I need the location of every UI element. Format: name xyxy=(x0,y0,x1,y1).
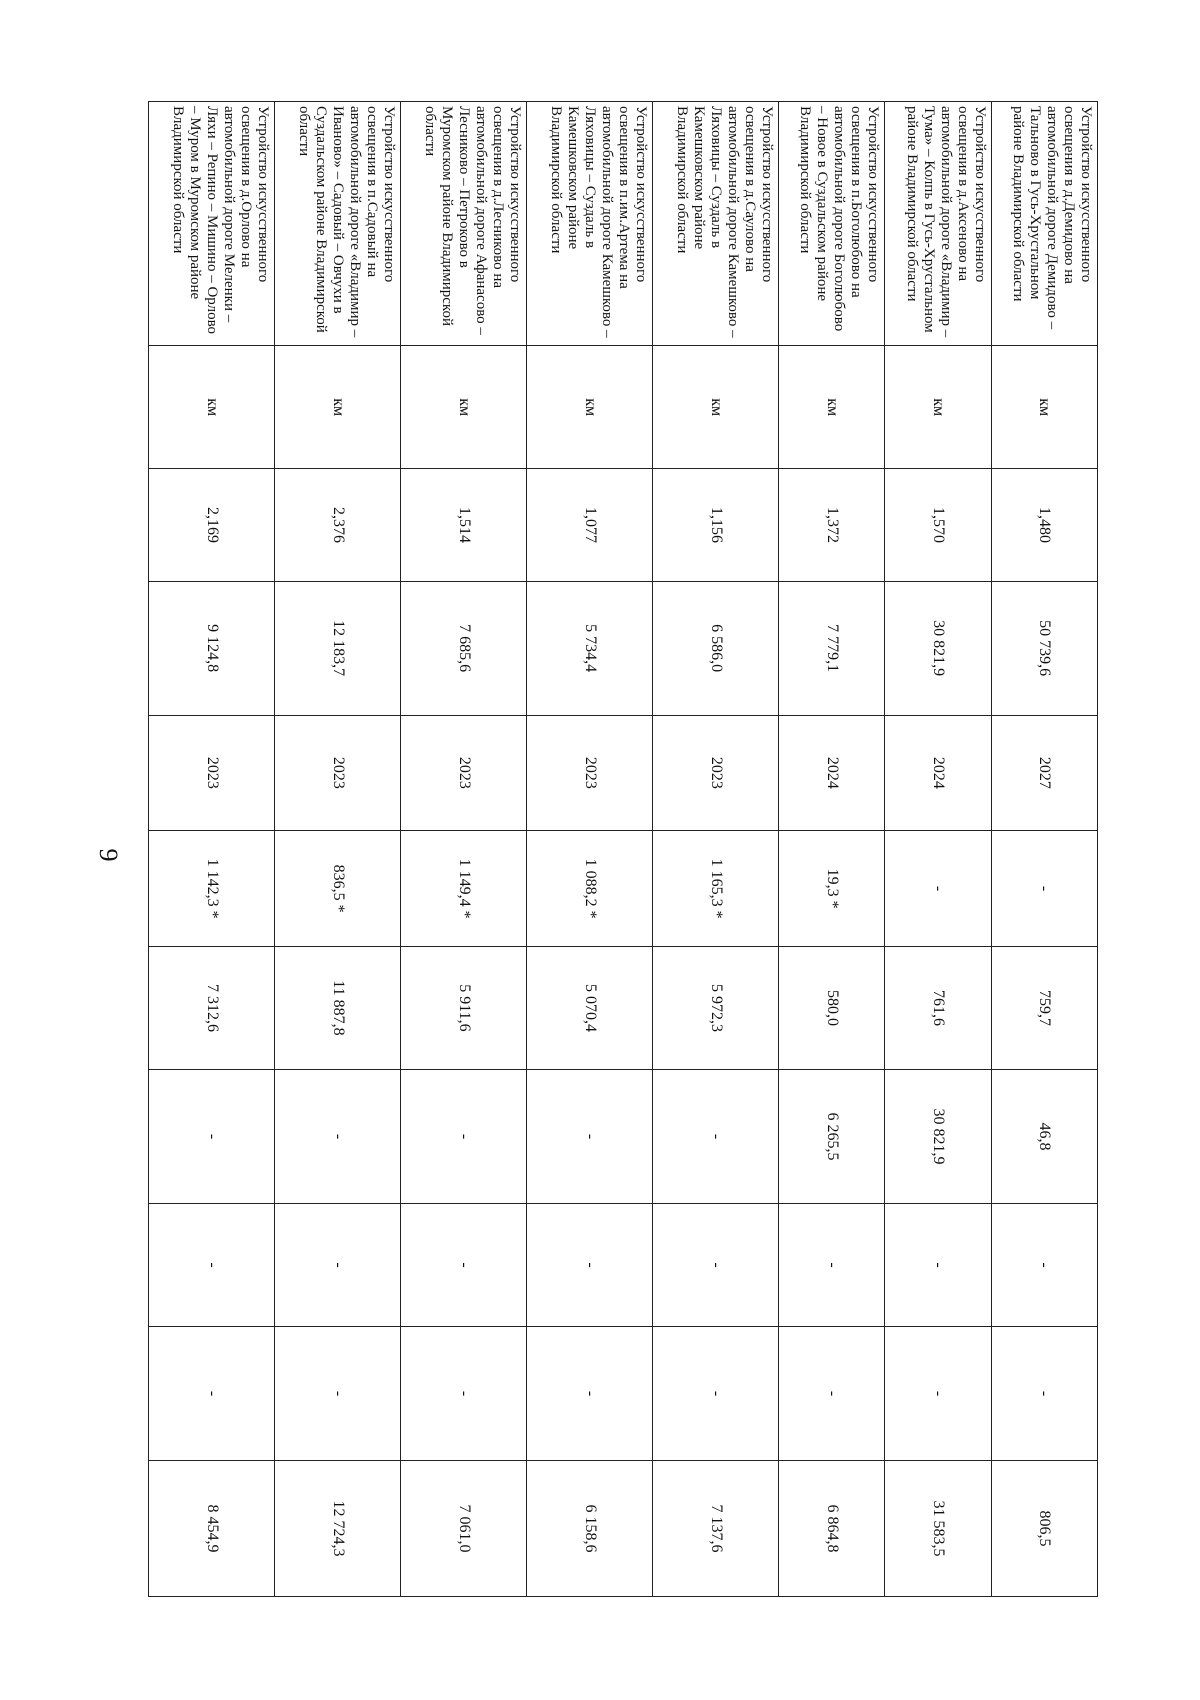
cell-cost: 50 739,6 xyxy=(991,581,1097,715)
cell-c4: - xyxy=(275,1203,401,1326)
cell-description: Устройство искусственного освещения в д.Аксеново на автомобильной дороге «Владимир – Тума» – Колпь в Гусь-Хрустальном районе Владимирской области xyxy=(885,102,991,346)
cell-year: 2023 xyxy=(527,715,653,831)
cell-cost: 7 779,1 xyxy=(779,581,885,715)
cell-description: Устройство искусственного освещения в п.Садовый на автомобильной дороге «Владимир – Иваново» – Садовый – Овчухи в Суздальском районе Владимирской области xyxy=(275,102,401,346)
cell-total: 8 454,9 xyxy=(149,1460,275,1596)
cell-cost: 6 586,0 xyxy=(653,581,779,715)
cell-total: 6 864,8 xyxy=(779,1460,885,1596)
cell-c3: - xyxy=(401,1070,527,1204)
cell-year: 2023 xyxy=(653,715,779,831)
cell-c4: - xyxy=(991,1203,1097,1326)
cell-c3: - xyxy=(275,1070,401,1204)
cell-length: 2,169 xyxy=(149,469,275,581)
cell-c2: 759,7 xyxy=(991,946,1097,1069)
cell-c4: - xyxy=(885,1203,991,1326)
cell-c4: - xyxy=(779,1203,885,1326)
cell-description: Устройство искусственного освещения в д.Лесниково на автомобильной дороге Афанасово – Лесниково – Петроково в Муромском районе Владимирской области xyxy=(401,102,527,346)
table-row xyxy=(275,102,401,1597)
cell-c2: 580,0 xyxy=(779,946,885,1069)
cell-description: Устройство искусственного освещения в п.Боголюбово на автомобильной дороге Боголюбово – Новое в Суздальском районе Владимирской области xyxy=(779,102,885,346)
cell-length: 1,514 xyxy=(401,469,527,581)
cell-c5: - xyxy=(991,1327,1097,1461)
cell-unit: км xyxy=(885,346,991,469)
cell-unit: км xyxy=(779,346,885,469)
cell-c3: - xyxy=(149,1070,275,1204)
cell-c5: - xyxy=(653,1327,779,1461)
cell-total: 7 061,0 xyxy=(401,1460,527,1596)
cell-total: 12 724,3 xyxy=(275,1460,401,1596)
cell-c1: - xyxy=(885,831,991,947)
cell-c4: - xyxy=(401,1203,527,1326)
cell-c3: - xyxy=(653,1070,779,1204)
cell-c1: 1 165,3 * xyxy=(653,831,779,947)
cell-length: 1,570 xyxy=(885,469,991,581)
table-row xyxy=(149,102,275,1597)
cell-year: 2024 xyxy=(885,715,991,831)
cell-c3: 6 265,5 xyxy=(779,1070,885,1204)
cell-c2: 761,6 xyxy=(885,946,991,1069)
cell-description: Устройство искусственного освещения в п.им.Артема на автомобильной дороге Камешково – Ляховицы – Суздаль в Камешковском районе Владимирской области xyxy=(527,102,653,346)
cell-c4: - xyxy=(653,1203,779,1326)
cell-c1: - xyxy=(991,831,1097,947)
cell-cost: 12 183,7 xyxy=(275,581,401,715)
cell-length: 1,156 xyxy=(653,469,779,581)
cell-c1: 1 088,2 * xyxy=(527,831,653,947)
table-row xyxy=(527,102,653,1597)
cell-c5: - xyxy=(885,1327,991,1461)
cell-c3: 30 821,9 xyxy=(885,1070,991,1204)
cell-unit: км xyxy=(527,346,653,469)
cell-length: 2,376 xyxy=(275,469,401,581)
cell-unit: км xyxy=(991,346,1097,469)
page-number: 9 xyxy=(94,848,123,862)
cell-unit: км xyxy=(401,346,527,469)
cell-c2: 5 911,6 xyxy=(401,946,527,1069)
cell-description: Устройство искусственного освещения в д.Саулово на автомобильной дороге Камешково – Ляховицы – Суздаль в Камешковском районе Владимирской области xyxy=(653,102,779,346)
cell-c5: - xyxy=(779,1327,885,1461)
cell-total: 806,5 xyxy=(991,1460,1097,1596)
projects-table xyxy=(148,101,1098,1597)
cell-year: 2023 xyxy=(275,715,401,831)
cell-c5: - xyxy=(149,1327,275,1461)
cell-length: 1,480 xyxy=(991,469,1097,581)
table-row xyxy=(401,102,527,1597)
cell-length: 1,372 xyxy=(779,469,885,581)
cell-year: 2027 xyxy=(991,715,1097,831)
table-row xyxy=(779,102,885,1597)
rotated-table-wrapper xyxy=(148,101,1098,1597)
cell-year: 2023 xyxy=(401,715,527,831)
cell-year: 2024 xyxy=(779,715,885,831)
cell-c2: 5 070,4 xyxy=(527,946,653,1069)
cell-unit: км xyxy=(653,346,779,469)
cell-c1: 1 142,3 * xyxy=(149,831,275,947)
cell-description: Устройство искусственного освещения в д.Демидово на автомобильной дороге Демидово – Тальново в Гусь-Хрустальном районе Владимирской области xyxy=(991,102,1097,346)
cell-c1: 19,3 * xyxy=(779,831,885,947)
cell-cost: 9 124,8 xyxy=(149,581,275,715)
cell-total: 7 137,6 xyxy=(653,1460,779,1596)
cell-total: 6 158,6 xyxy=(527,1460,653,1596)
cell-c5: - xyxy=(401,1327,527,1461)
table-row xyxy=(991,102,1097,1597)
table-row xyxy=(653,102,779,1597)
cell-c3: 46,8 xyxy=(991,1070,1097,1204)
cell-cost: 5 734,4 xyxy=(527,581,653,715)
cell-c2: 11 887,8 xyxy=(275,946,401,1069)
cell-c1: 1 149,4 * xyxy=(401,831,527,947)
cell-cost: 30 821,9 xyxy=(885,581,991,715)
cell-c5: - xyxy=(275,1327,401,1461)
cell-c3: - xyxy=(527,1070,653,1204)
cell-description: Устройство искусственного освещения в д.Орлово на автомобильной дороге Меленки – Ляхи – Репино – Мишино – Орлово – Муром в Муромском районе Владимирской области xyxy=(149,102,275,346)
cell-c1: 836,5 * xyxy=(275,831,401,947)
cell-c4: - xyxy=(527,1203,653,1326)
cell-total: 31 583,5 xyxy=(885,1460,991,1596)
cell-c5: - xyxy=(527,1327,653,1461)
cell-length: 1,077 xyxy=(527,469,653,581)
cell-cost: 7 685,6 xyxy=(401,581,527,715)
cell-c2: 5 972,3 xyxy=(653,946,779,1069)
cell-c4: - xyxy=(149,1203,275,1326)
cell-unit: км xyxy=(149,346,275,469)
table-row xyxy=(885,102,991,1597)
cell-unit: км xyxy=(275,346,401,469)
cell-c2: 7 312,6 xyxy=(149,946,275,1069)
cell-year: 2023 xyxy=(149,715,275,831)
